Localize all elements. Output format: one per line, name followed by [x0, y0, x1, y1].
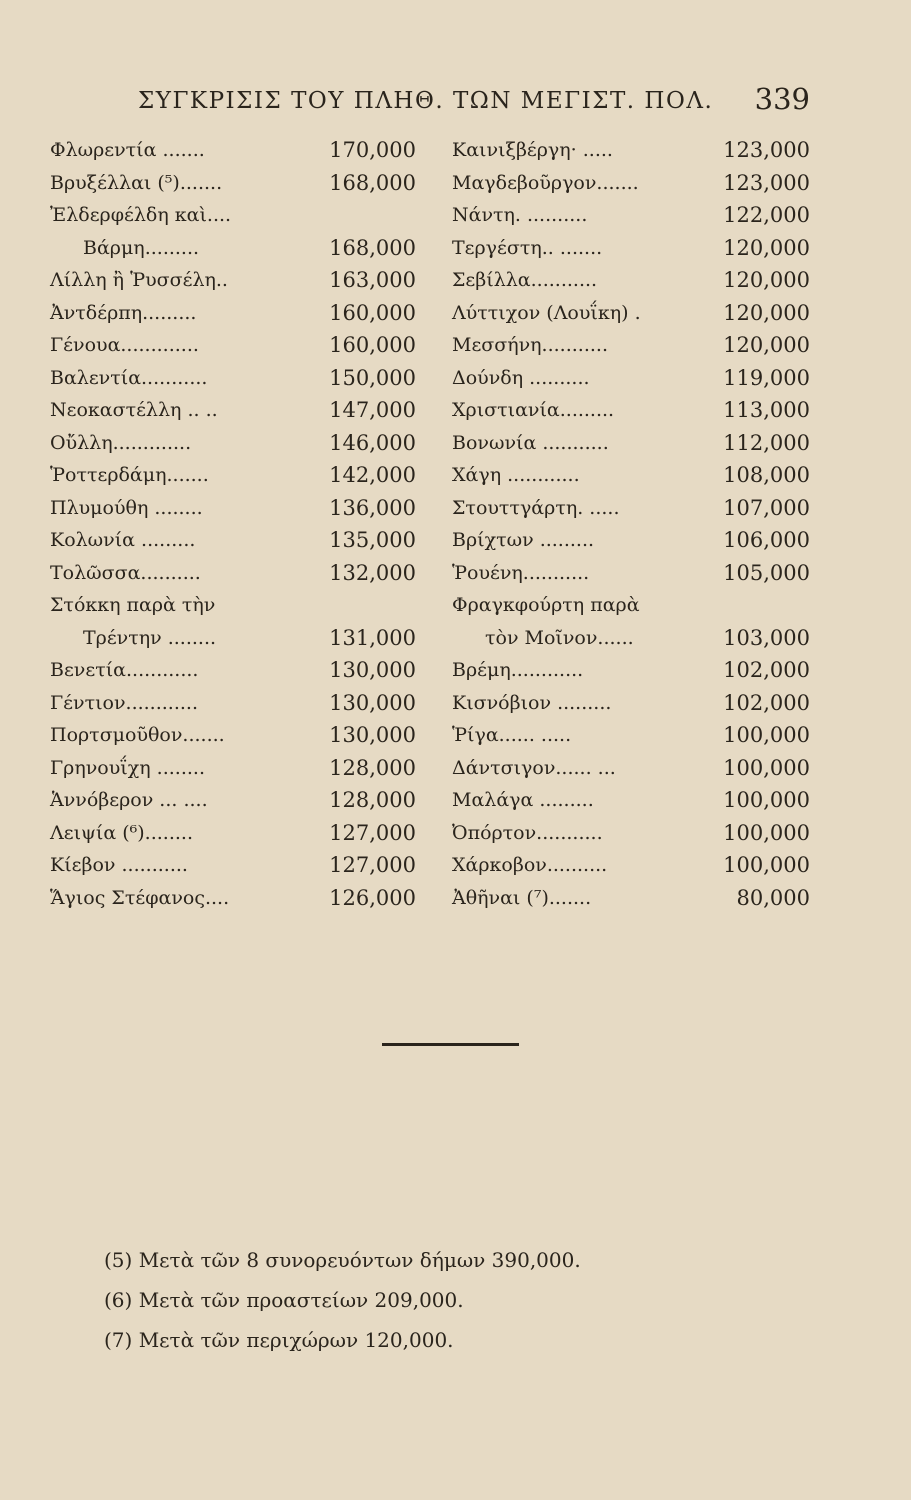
population-value: 120,000: [723, 235, 810, 260]
city-name: Βαλεντία...........: [50, 366, 208, 389]
table-row: [452, 524, 810, 557]
city-name: Ῥοττερδάμη.......: [50, 464, 209, 486]
city-name: Μαγδεβοῦργον.......: [452, 171, 639, 194]
city-name: Ἀντδέρπη.........: [50, 301, 197, 324]
city-name: Ἀθῆναι (⁷).......: [452, 886, 592, 909]
table-row: [452, 394, 810, 427]
population-value: 102,000: [723, 690, 810, 715]
footnotes: [104, 1240, 754, 1360]
city-name: Ὀπόρτον...........: [452, 821, 603, 844]
table-row: [452, 719, 810, 752]
population-value: 128,000: [329, 755, 416, 780]
population-value: 132,000: [329, 560, 416, 585]
city-name: Λύττιχον (Λουΐκη) .: [452, 301, 641, 324]
table-row: [50, 459, 420, 492]
running-title: ΣΥΓΚΡΙΣΙΣ ΤΟΥ ΠΛΗΘ. ΤΩΝ ΜΕΓΙΣΤ. ΠΟΛ.: [138, 88, 714, 114]
city-name: Φραγκφούρτη παρὰ: [452, 594, 640, 616]
population-value: 107,000: [723, 495, 810, 520]
population-value: 136,000: [329, 495, 416, 520]
table-row: [452, 654, 810, 687]
city-name: Κολωνία .........: [50, 529, 196, 551]
city-name: Γρηνουΐχη ........: [50, 756, 205, 779]
right-column: [452, 134, 810, 914]
table-row: [50, 297, 420, 330]
city-name: τὸν Μοῖνον......: [485, 626, 634, 649]
city-name: Βρίχτων .........: [452, 529, 595, 551]
city-name: Δάντσιγον...... ...: [452, 756, 616, 779]
table-row: [50, 232, 420, 265]
city-name: Χάρκοβον..........: [452, 854, 608, 876]
table-row: [452, 232, 810, 265]
table-row: [452, 167, 810, 200]
population-value: 163,000: [329, 268, 416, 292]
table-row: [452, 557, 810, 590]
population-value: 168,000: [329, 235, 416, 260]
city-name: Στόκκη παρὰ τὴν: [50, 594, 216, 616]
section-divider: [382, 1043, 519, 1046]
city-name: Λίλλη ἢ Ῥυσσέλη..: [50, 269, 228, 291]
city-name: Ῥίγα...... .....: [452, 724, 572, 746]
city-name: Ἅγιος Στέφανος....: [50, 886, 230, 909]
city-name: Ῥουένη...........: [452, 561, 590, 584]
population-value: 127,000: [329, 820, 416, 845]
population-value: 103,000: [723, 625, 810, 650]
city-name: Τολῶσσα..........: [50, 561, 201, 584]
table-row: [50, 849, 420, 882]
population-value: 122,000: [723, 203, 810, 227]
city-name: Πλυμούθη ........: [50, 496, 203, 519]
city-name: Βάρμη.........: [83, 236, 200, 259]
table-row: [50, 622, 420, 655]
table-row: [452, 589, 810, 622]
table-row: [50, 264, 420, 297]
table-row: [452, 264, 810, 297]
city-name: Φλωρεντία .......: [50, 139, 205, 161]
population-value: 123,000: [723, 170, 810, 195]
table-row: [452, 427, 810, 460]
population-value: 170,000: [329, 138, 416, 162]
city-name: Μεσσήνη...........: [452, 334, 608, 356]
population-value: 147,000: [329, 398, 416, 422]
population-value: 131,000: [329, 625, 416, 650]
city-name: Κισνόβιον .........: [452, 691, 612, 714]
population-value: 100,000: [723, 853, 810, 877]
table-row: [50, 199, 420, 232]
city-name: Κίεβον ...........: [50, 854, 188, 876]
population-value: 100,000: [723, 755, 810, 780]
table-row: [452, 362, 810, 395]
population-value: 105,000: [723, 560, 810, 585]
footnote-5: (5) Μετὰ τῶν 8 συνορευόντων δήμων 390,000.: [104, 1248, 581, 1272]
city-name: Δούνδη ..........: [452, 366, 590, 389]
table-row: [452, 297, 810, 330]
population-value: 113,000: [723, 398, 810, 422]
table-row: [50, 589, 420, 622]
table-row: [50, 427, 420, 460]
city-name: Νεοκαστέλλη .. ..: [50, 399, 218, 421]
table-row: [452, 817, 810, 850]
page-header: [138, 82, 810, 122]
table-row: [50, 557, 420, 590]
population-value: 80,000: [736, 885, 810, 910]
population-value: 160,000: [329, 333, 416, 357]
city-name: Βονωνία ...........: [452, 431, 609, 454]
population-value: 126,000: [329, 885, 416, 910]
table-row: [452, 784, 810, 817]
table-row: [50, 719, 420, 752]
table-row: [50, 654, 420, 687]
population-value: 128,000: [329, 788, 416, 812]
population-value: 135,000: [329, 528, 416, 552]
footnote-6: (6) Μετὰ τῶν προαστείων 209,000.: [104, 1288, 464, 1312]
table-row: [452, 492, 810, 525]
table-row: [50, 167, 420, 200]
city-name: Πορτσμοῦθον.......: [50, 724, 225, 746]
population-value: 102,000: [723, 658, 810, 682]
city-name: Λειψία (⁶)........: [50, 821, 193, 844]
city-name: Βρυξέλλαι (⁵).......: [50, 171, 223, 194]
table-row: [50, 882, 420, 915]
table-row: [452, 459, 810, 492]
table-row: [50, 134, 420, 167]
table-row: [452, 752, 810, 785]
table-row: [50, 362, 420, 395]
city-name: Οὔλλη.............: [50, 431, 192, 454]
table-row: [452, 134, 810, 167]
table-row: [50, 329, 420, 362]
population-value: 160,000: [329, 300, 416, 325]
population-value: 120,000: [723, 333, 810, 357]
population-value: 123,000: [723, 138, 810, 162]
page-number: 339: [754, 82, 810, 116]
table-row: [452, 199, 810, 232]
population-value: 100,000: [723, 820, 810, 845]
table-row: [452, 687, 810, 720]
city-name: Τρέντην ........: [83, 626, 217, 649]
population-value: 112,000: [723, 430, 810, 455]
population-value: 100,000: [723, 788, 810, 812]
table-row: [50, 687, 420, 720]
population-value: 100,000: [723, 723, 810, 747]
city-name: Στουττγάρτη. .....: [452, 496, 620, 519]
city-name: Σεβίλλα...........: [452, 269, 598, 291]
city-name: Χριστιανία.........: [452, 399, 615, 421]
table-row: [50, 817, 420, 850]
population-value: 108,000: [723, 463, 810, 487]
city-name: Ἐλδερφέλδη καὶ....: [50, 204, 232, 226]
population-value: 168,000: [329, 170, 416, 195]
table-row: [50, 394, 420, 427]
city-name: Βενετία............: [50, 659, 199, 681]
table-row: [50, 492, 420, 525]
population-value: 130,000: [329, 723, 416, 747]
left-column: [50, 134, 420, 914]
table-row: [452, 329, 810, 362]
city-name: Καινιξβέργη· .....: [452, 139, 613, 161]
city-name: Ἁννόβερον ... ....: [50, 789, 208, 811]
table-row: [452, 849, 810, 882]
footnote-7: (7) Μετὰ τῶν περιχώρων 120,000.: [104, 1328, 454, 1352]
population-value: 130,000: [329, 690, 416, 715]
city-name: Τεργέστη.. .......: [452, 236, 603, 259]
population-value: 106,000: [723, 528, 810, 552]
city-name: Γένουα.............: [50, 334, 199, 356]
population-value: 119,000: [723, 365, 810, 390]
table-row: [452, 882, 810, 915]
city-name: Μαλάγα .........: [452, 789, 594, 811]
city-name: Βρέμη............: [452, 659, 584, 681]
population-value: 142,000: [329, 463, 416, 487]
population-value: 127,000: [329, 853, 416, 877]
population-value: 120,000: [723, 268, 810, 292]
table-row: [50, 784, 420, 817]
city-name: Γέντιον............: [50, 691, 199, 714]
population-value: 130,000: [329, 658, 416, 682]
table-row: [452, 622, 810, 655]
population-value: 120,000: [723, 300, 810, 325]
table-row: [50, 524, 420, 557]
table-row: [50, 752, 420, 785]
population-value: 146,000: [329, 430, 416, 455]
population-value: 150,000: [329, 365, 416, 390]
city-name: Νάντη. ..........: [452, 204, 588, 226]
city-name: Χάγη ............: [452, 464, 580, 486]
